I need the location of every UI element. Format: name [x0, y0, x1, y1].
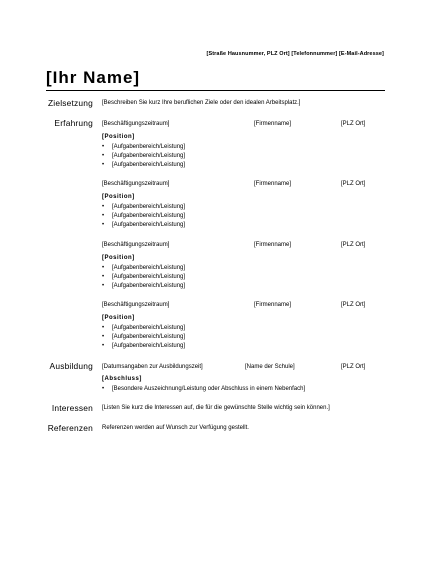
job-period: [Beschäftigungszeitraum] [102, 121, 170, 127]
job-position: [Position] [102, 315, 135, 321]
job-position: [Position] [102, 255, 135, 261]
job-bullet: • [Aufgabenbereich/Leistung] [112, 213, 185, 219]
job-location: [PLZ Ort] [341, 181, 366, 187]
job-position: [Position] [102, 134, 135, 140]
job-location: [PLZ Ort] [341, 302, 366, 308]
education-school: [Name der Schule] [245, 364, 295, 370]
job-position: [Position] [102, 194, 135, 200]
job-period: [Beschäftigungszeitraum] [102, 242, 170, 248]
education-bullet: • [Besondere Auszeichnung/Leistung oder Abschluss in einem Nebenfach] [112, 386, 305, 392]
job-bullet: • [Aufgabenbereich/Leistung] [112, 274, 185, 280]
job-bullet: • [Aufgabenbereich/Leistung] [112, 153, 185, 159]
job-bullet: • [Aufgabenbereich/Leistung] [112, 204, 185, 210]
references-text: Referenzen werden auf Wunsch zur Verfügung gestellt. [102, 425, 249, 431]
job-company: [Firmenname] [254, 242, 292, 248]
job-bullet: • [Aufgabenbereich/Leistung] [112, 343, 185, 349]
job-company: [Firmenname] [254, 302, 292, 308]
job-period: [Beschäftigungszeitraum] [102, 302, 170, 308]
education-location: [PLZ Ort] [341, 364, 366, 370]
job-bullet: • [Aufgabenbereich/Leistung] [112, 222, 185, 228]
job-bullet: • [Aufgabenbereich/Leistung] [112, 144, 185, 150]
objective-text: [Beschreiben Sie kurz Ihre beruflichen Ziele oder den idealen Arbeitsplatz.] [102, 100, 301, 106]
section-label-referenzen: Referenzen [47, 423, 93, 433]
education-degree: [Abschluss] [102, 376, 142, 382]
contact-line: [Straße Hausnummer, PLZ Ort] [Telefonnummer] [E-Mail-Adresse] [206, 51, 384, 57]
section-label-interessen: Interessen [51, 403, 93, 413]
interests-text: [Listen Sie kurz die Interessen auf, die für die gewünschte Stelle wichtig sein können.] [102, 405, 330, 411]
job-company: [Firmenname] [254, 181, 292, 187]
job-company: [Firmenname] [254, 121, 292, 127]
section-label-zielsetzung: Zielsetzung [47, 98, 93, 108]
job-bullet: • [Aufgabenbereich/Leistung] [112, 325, 185, 331]
job-bullet: • [Aufgabenbereich/Leistung] [112, 334, 185, 340]
job-bullet: • [Aufgabenbereich/Leistung] [112, 283, 185, 289]
section-label-ausbildung: Ausbildung [49, 361, 93, 371]
job-location: [PLZ Ort] [341, 242, 366, 248]
section-label-erfahrung: Erfahrung [54, 118, 93, 128]
header-divider [46, 90, 385, 91]
education-period: [Datumsangaben zur Ausbildungszeit] [102, 364, 203, 370]
resume-name: [Ihr Name] [46, 68, 141, 87]
job-bullet: • [Aufgabenbereich/Leistung] [112, 162, 185, 168]
job-bullet: • [Aufgabenbereich/Leistung] [112, 265, 185, 271]
job-location: [PLZ Ort] [341, 121, 366, 127]
job-period: [Beschäftigungszeitraum] [102, 181, 170, 187]
